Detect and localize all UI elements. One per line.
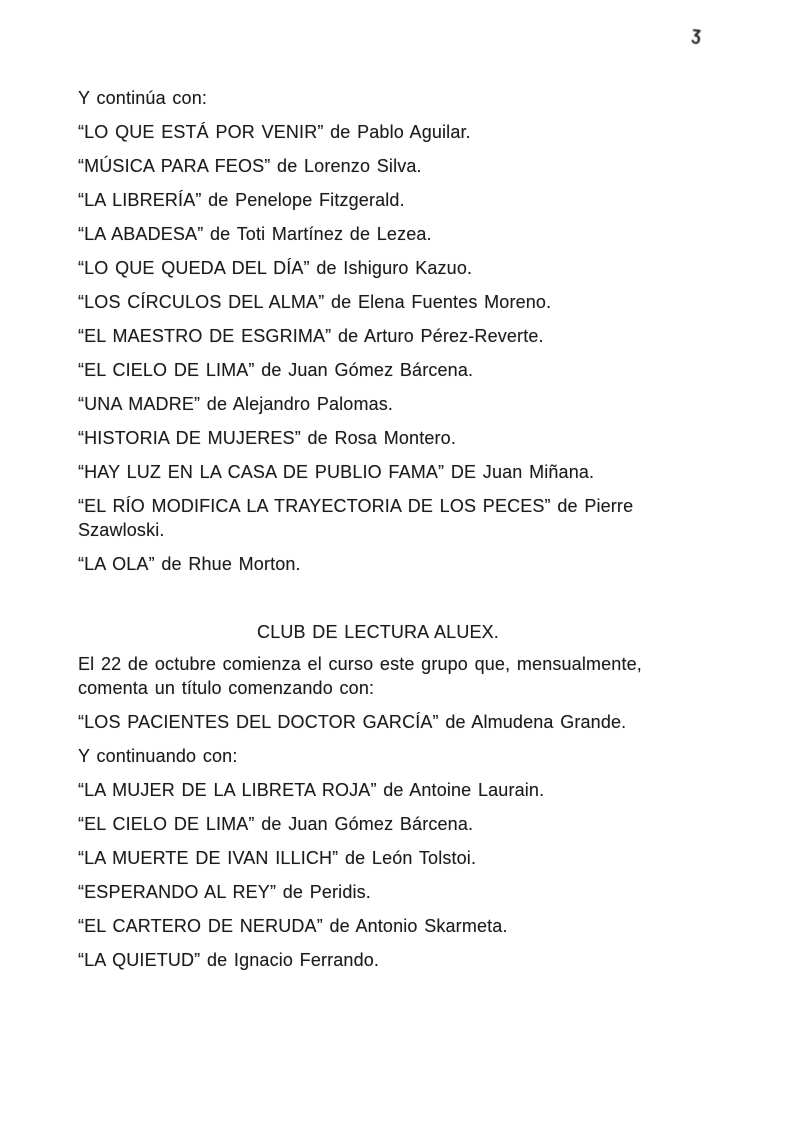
book-list-item: “LA QUIETUD” de Ignacio Ferrando. — [78, 950, 380, 970]
book-list-item: “LA LIBRERÍA” de Penelope Fitzgerald. — [78, 190, 405, 210]
book-list-item: “LOS PACIENTES DEL DOCTOR GARCÍA” de Almudena Grande. — [78, 712, 627, 732]
book-list-item-line: “EL RÍO MODIFICA LA TRAYECTORIA DE LOS PECES” de Pierre — [78, 496, 634, 516]
book-list-item: “EL MAESTRO DE ESGRIMA” de Arturo Pérez-Reverte. — [78, 326, 544, 346]
club-continuation: Y continuando con: — [78, 746, 238, 766]
book-list-item: “EL CIELO DE LIMA” de Juan Gómez Bárcena. — [78, 814, 474, 834]
book-list-item: “EL CIELO DE LIMA” de Juan Gómez Bárcena. — [78, 360, 474, 380]
book-list-item: “HAY LUZ EN LA CASA DE PUBLIO FAMA” DE Juan Miñana. — [78, 462, 595, 482]
club-intro-paragraph — [78, 652, 734, 700]
list-intro: Y continúa con: — [78, 88, 208, 108]
book-list-item: “HISTORIA DE MUJERES” de Rosa Montero. — [78, 428, 456, 448]
book-list-item: “ESPERANDO AL REY” de Peridis. — [78, 882, 371, 902]
book-list-item: “LO QUE QUEDA DEL DÍA” de Ishiguro Kazuo. — [78, 258, 473, 278]
club-intro-line: comenta un título comenzando con: — [78, 678, 375, 698]
club-section-heading: CLUB DE LECTURA ALUEX. — [257, 622, 499, 642]
book-list-item: “LA MUJER DE LA LIBRETA ROJA” de Antoine Laurain. — [78, 780, 545, 800]
book-list-item: “LA ABADESA” de Toti Martínez de Lezea. — [78, 224, 432, 244]
club-intro-line: El 22 de octubre comienza el curso este grupo que, mensualmente, — [78, 654, 642, 674]
book-list-item: “LA MUERTE DE IVAN ILLICH” de León Tolstoi. — [78, 848, 477, 868]
book-list-item: “MÚSICA PARA FEOS” de Lorenzo Silva. — [78, 156, 422, 176]
book-list-item: “LA OLA” de Rhue Morton. — [78, 554, 301, 574]
document-content — [78, 86, 734, 982]
book-list-item-line: Szawloski. — [78, 520, 165, 540]
page-corner-mark: ʒ — [690, 22, 703, 45]
book-list-item-wrapped — [78, 494, 734, 542]
book-list-item: “EL CARTERO DE NERUDA” de Antonio Skarmeta. — [78, 916, 508, 936]
book-list-item: “LO QUE ESTÁ POR VENIR” de Pablo Aguilar. — [78, 122, 471, 142]
book-list-item: “UNA MADRE” de Alejandro Palomas. — [78, 394, 394, 414]
book-list-item: “LOS CÍRCULOS DEL ALMA” de Elena Fuentes Moreno. — [78, 292, 552, 312]
